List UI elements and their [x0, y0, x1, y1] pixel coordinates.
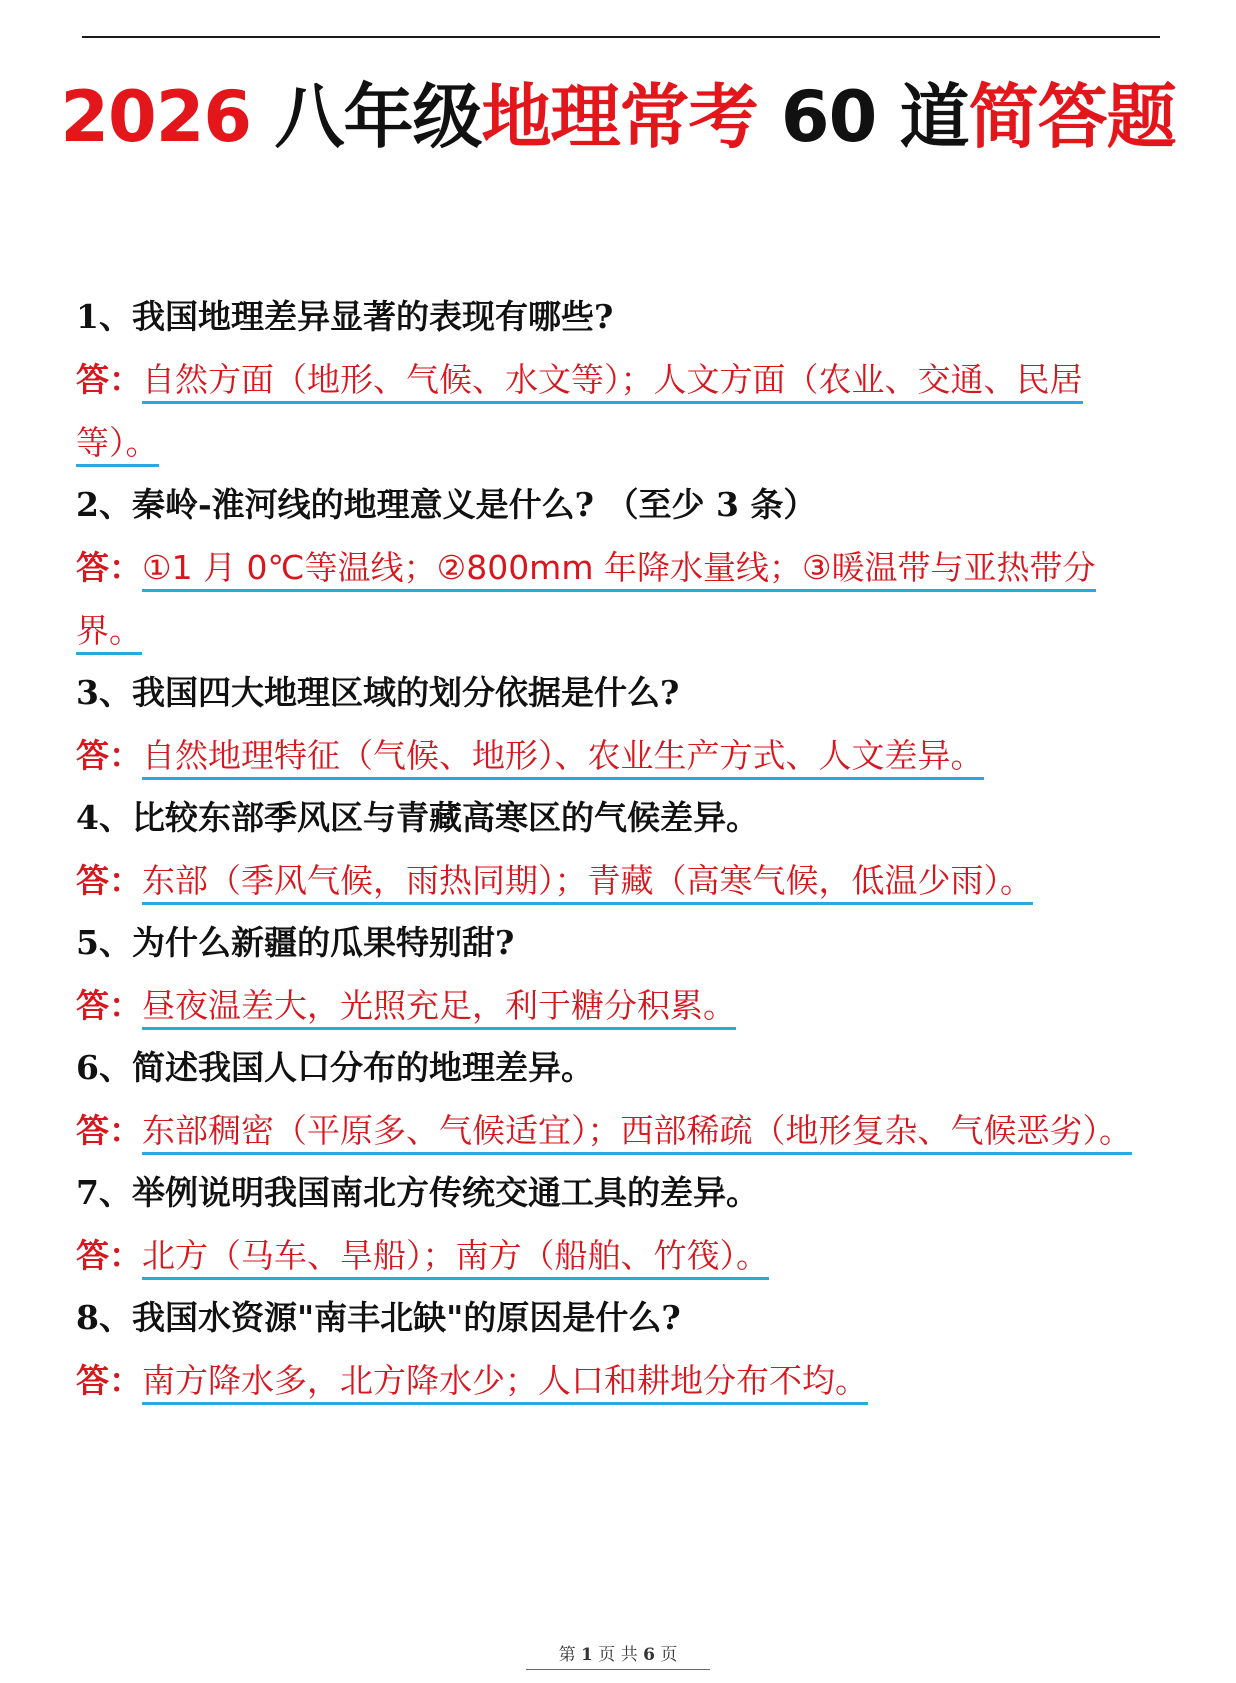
answer-text: 昼夜温差大，光照充足，利于糖分积累。 — [142, 986, 736, 1030]
question-6: 6、简述我国人口分布的地理差异。 — [76, 1048, 594, 1087]
answer-7 — [76, 1224, 1160, 1287]
answer-text: ①1 月 0℃等温线；②800mm 年降水量线；③暖温带与亚热带分界。 — [76, 548, 1096, 655]
question-5: 5、为什么新疆的瓜果特别甜? — [76, 923, 515, 962]
answer-1 — [76, 348, 1160, 474]
title-type: 简答题 — [968, 76, 1176, 158]
footer-pre: 第 — [558, 1645, 582, 1665]
answer-text: 东部稠密（平原多、气候适宜）；西部稀疏（地形复杂、气候恶劣）。 — [142, 1111, 1132, 1155]
question-3: 3、我国四大地理区域的划分依据是什么? — [76, 673, 680, 712]
title-count: 60 道 — [757, 76, 969, 158]
answer-prefix: 答： — [76, 861, 142, 900]
answer-prefix: 答： — [76, 1361, 142, 1400]
footer-mid: 页 共 — [592, 1645, 644, 1665]
top-rule — [82, 36, 1160, 38]
answer-text: 自然方面（地形、气候、水文等）；人文方面（农业、交通、民居等）。 — [76, 360, 1083, 467]
answer-prefix: 答： — [76, 986, 142, 1025]
question-1: 1、我国地理差异显著的表现有哪些? — [76, 297, 614, 336]
answer-3 — [76, 724, 1160, 787]
answer-5 — [76, 974, 1160, 1037]
answer-text: 东部（季风气候，雨热同期）；青藏（高寒气候，低温少雨）。 — [142, 861, 1033, 905]
answer-prefix: 答： — [76, 1111, 142, 1150]
question-2: 2、秦岭-淮河线的地理意义是什么? （至少 3 条） — [76, 485, 817, 524]
answer-text: 北方（马车、旱船）；南方（船舶、竹筏）。 — [142, 1236, 769, 1280]
qa-list — [76, 286, 1160, 1412]
answer-6 — [76, 1099, 1160, 1162]
title-year: 2026 — [60, 76, 275, 158]
page-footer — [0, 1640, 1236, 1665]
footer-total-pages: 6 — [643, 1645, 655, 1665]
footer-rule — [526, 1669, 710, 1670]
answer-prefix: 答： — [76, 548, 142, 587]
page-title — [0, 72, 1236, 162]
question-7: 7、举例说明我国南北方传统交通工具的差异。 — [76, 1173, 759, 1212]
answer-4 — [76, 849, 1160, 912]
answer-2 — [76, 536, 1160, 662]
answer-prefix: 答： — [76, 736, 142, 775]
title-grade: 八年级 — [274, 76, 482, 158]
answer-text: 自然地理特征（气候、地形）、农业生产方式、人文差异。 — [142, 736, 984, 780]
answer-text: 南方降水多，北方降水少；人口和耕地分布不均。 — [142, 1361, 868, 1405]
footer-post: 页 — [654, 1645, 678, 1665]
answer-8 — [76, 1349, 1160, 1412]
title-subject: 地理常考 — [481, 76, 758, 158]
footer-page-number: 1 — [581, 1645, 593, 1665]
question-8: 8、我国水资源"南丰北缺"的原因是什么? — [76, 1298, 681, 1337]
answer-prefix: 答： — [76, 360, 142, 399]
question-4: 4、比较东部季风区与青藏高寒区的气候差异。 — [76, 798, 759, 837]
answer-prefix: 答： — [76, 1236, 142, 1275]
